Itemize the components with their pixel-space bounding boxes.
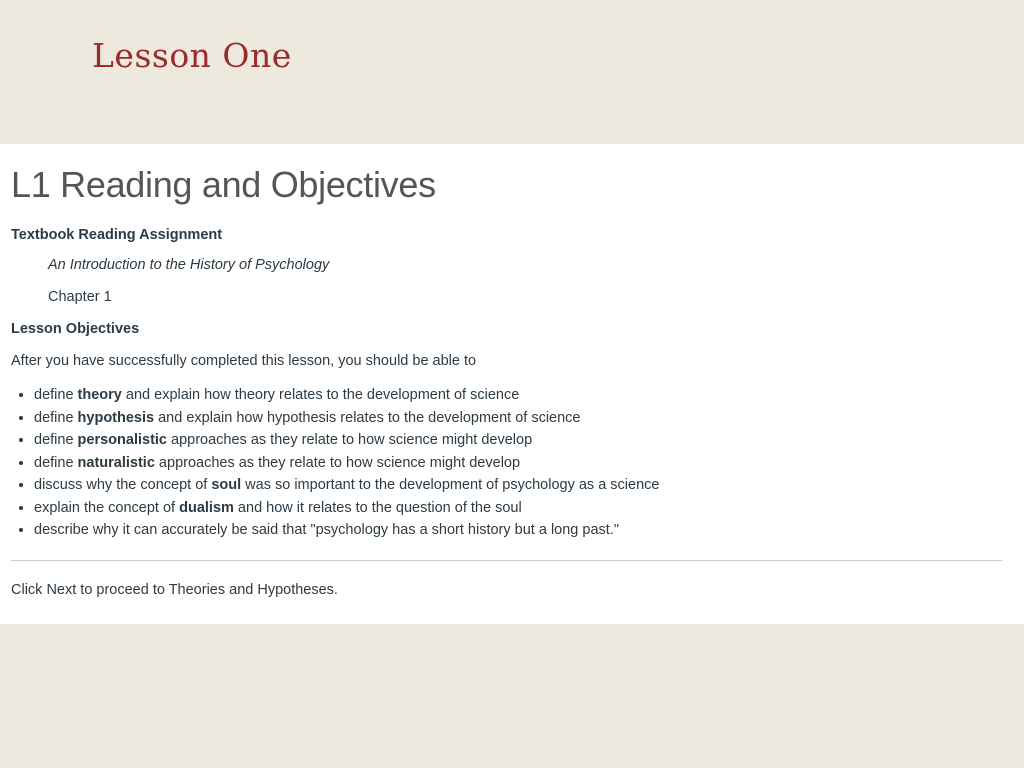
list-item <box>34 519 1002 542</box>
reading-assignment <box>11 257 1002 305</box>
objectives-heading: Lesson Objectives <box>11 321 140 338</box>
objective-text: define <box>34 432 78 449</box>
lesson-header <box>0 0 1024 144</box>
list-item <box>34 384 1002 407</box>
objective-term: soul <box>211 477 242 494</box>
content-panel <box>0 144 1024 624</box>
reading-heading: Textbook Reading Assignment <box>11 227 223 244</box>
objective-text: define <box>34 387 78 404</box>
objective-term: theory <box>77 387 122 404</box>
objective-term: personalistic <box>77 432 167 449</box>
lesson-title: Lesson One <box>92 36 292 75</box>
divider <box>11 560 1002 561</box>
list-item <box>34 497 1002 520</box>
chapter-label: Chapter 1 <box>48 289 112 306</box>
objective-text: define <box>34 454 78 471</box>
list-item <box>34 452 1002 475</box>
objective-text: approaches as they relate to how science might develop <box>167 432 533 449</box>
objective-text: and explain how hypothesis relates to the development of science <box>154 409 581 426</box>
list-item <box>34 474 1002 497</box>
objective-text: and explain how theory relates to the development of science <box>121 387 520 404</box>
objective-term: hypothesis <box>77 409 155 426</box>
list-item <box>34 407 1002 430</box>
objective-term: naturalistic <box>77 454 155 471</box>
objective-text: approaches as they relate to how science might develop <box>154 454 521 471</box>
book-title: An Introduction to the History of Psychology <box>48 257 330 274</box>
objective-text: describe why it can accurately be said that "psychology has a short history but a long past." <box>34 522 619 539</box>
objective-text: define <box>34 409 78 426</box>
objective-text: was so important to the development of psychology as a science <box>241 477 660 494</box>
page-title: L1 Reading and Objectives <box>11 164 436 205</box>
objective-term: dualism <box>179 499 234 516</box>
objectives-intro: After you have successfully completed this lesson, you should be able to <box>11 353 477 370</box>
objective-text: discuss why the concept of <box>34 477 212 494</box>
objective-text: explain the concept of <box>34 499 180 516</box>
list-item <box>34 429 1002 452</box>
objectives-list <box>11 384 1002 542</box>
objective-text: and how it relates to the question of the soul <box>233 499 522 516</box>
next-instruction: Click Next to proceed to Theories and Hypotheses. <box>11 581 338 598</box>
